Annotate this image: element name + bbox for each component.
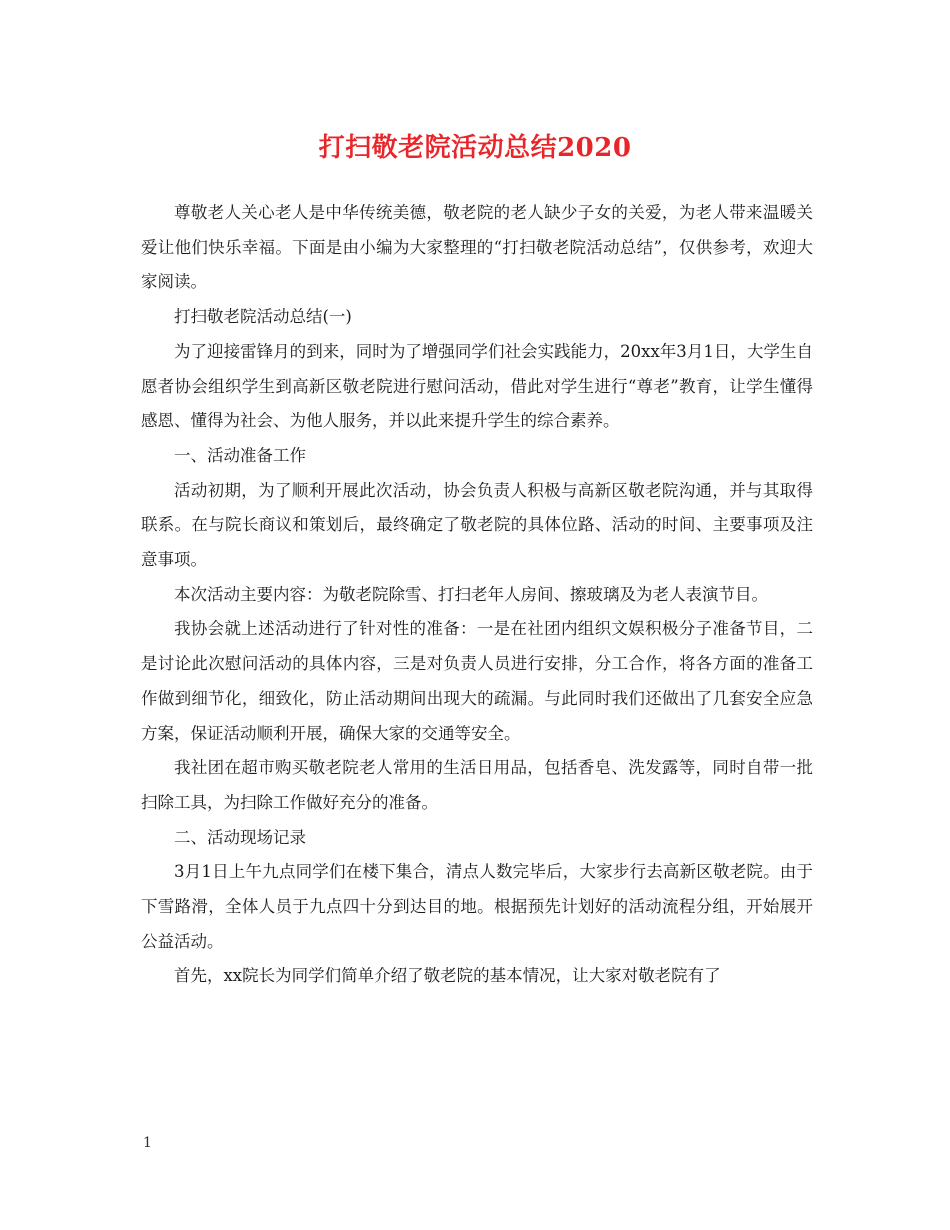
paragraph: 首先，xx院长为同学们简单介绍了敬老院的基本情况，让大家对敬老院有了 xyxy=(174,966,721,986)
paragraph: 我协会就上述活动进行了针对性的准备：一是在社团内组织文娱积极分子准备节目，二是讨论此次慰问活动的具体内容，三是对负责人员进行安排，分工合作，将各方面的准备工作做到细节化，细致化，防止活动期间出现大的疏漏。与此同时我们还做出了几套安全应急方案，保证活动顺利开展，确保大家的交通等安全。 xyxy=(141,619,813,743)
paragraph: 为了迎接雷锋月的到来，同时为了增强同学们社会实践能力，20xx年3月1日，大学生自愿者协会组织学生到高新区敬老院进行慰问活动，借此对学生进行“尊老”教育，让学生懂得感恩、懂得为社会、为他人服务，并以此来提升学生的综合素养。 xyxy=(141,341,813,431)
paragraph: 本次活动主要内容：为敬老院除雪、打扫老年人房间、擦玻璃及为老人表演节目。 xyxy=(174,584,768,604)
document-body xyxy=(141,196,813,994)
document-title: 打扫敬老院活动总结2020 xyxy=(318,133,632,163)
section-heading: 打扫敬老院活动总结(一) xyxy=(174,307,352,327)
paragraph: 我社团在超市购买敬老院老人常用的生活日用品，包括香皂、洗发露等，同时自带一批扫除工具，为扫除工作做好充分的准备。 xyxy=(141,758,813,812)
section-heading: 二、活动现场记录 xyxy=(174,827,306,847)
paragraph: 3月1日上午九点同学们在楼下集合，清点人数完毕后，大家步行去高新区敬老院。由于下雪路滑，全体人员于九点四十分到达目的地。根据预先计划好的活动流程分组，开始展开公益活动。 xyxy=(141,862,813,951)
section-heading: 一、活动准备工作 xyxy=(174,445,306,465)
paragraph: 活动初期，为了顺利开展此次活动，协会负责人积极与高新区敬老院沟通，并与其取得联系。在与院长商议和策划后，最终确定了敬老院的具体位路、活动的时间、主要事项及注意事项。 xyxy=(141,480,813,570)
page-number: 1 xyxy=(143,1135,152,1151)
paragraph-intro: 尊敬老人关心老人是中华传统美德，敬老院的老人缺少子女的关爱，为老人带来温暖关爱让他们快乐幸福。下面是由小编为大家整理的“打扫敬老院活动总结”，仅供参考，欢迎大家阅读。 xyxy=(141,203,813,292)
